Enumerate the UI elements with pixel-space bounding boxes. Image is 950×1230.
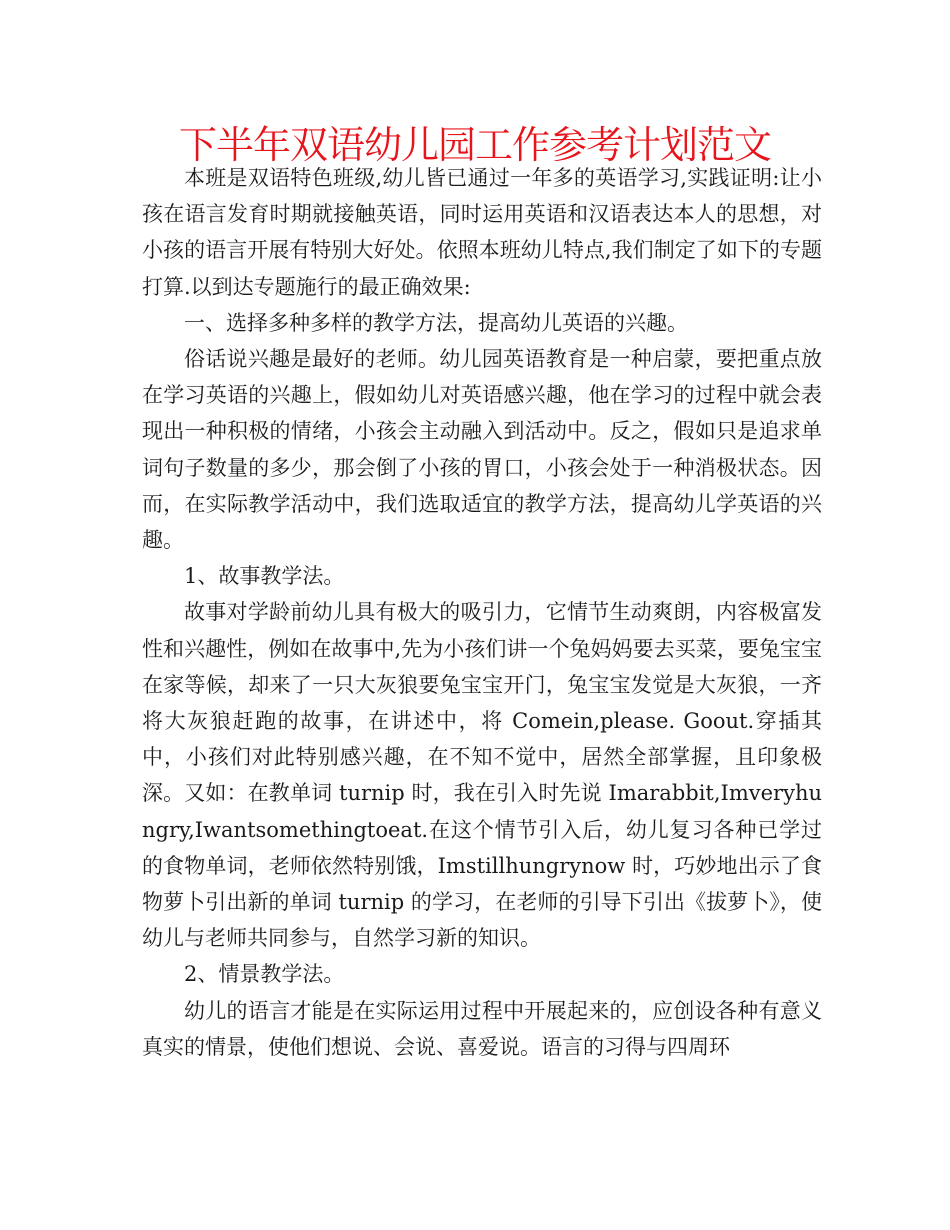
subheading-story-method: 1、故事教学法。 — [184, 564, 345, 589]
paragraph-story-method: 故事对学龄前幼儿具有极大的吸引力，它情节生动爽朗，内容极富发性和兴趣性，例如在故事中,先为小孩们讲一个兔妈妈要去买菜，要兔宝宝在家等候，却来了一只大灰狼要兔宝宝开门，兔宝宝发觉是大灰狼，一齐将大灰狼赶跑的故事，在讲述中，将 Comein,please. Goout.穿插其中，小孩们对此特别感兴趣，在不知不觉中，居然全部掌握，且印象极深。又如：在教单词 turnip 时，我在引入时先说 Imarabbit,Imveryhungry,Iwantsomethingtoeat.在这个情节引入后，幼儿复习各种已学过的食物单词，老师依然特别饿，Imstillhungrynow 时，巧妙地出示了食物萝卜引出新的单词 turnip 的学习，在老师的引导下引出《拔萝卜》，使幼儿与老师共同参与，自然学习新的知识。 — [142, 600, 822, 951]
paragraph-scenario-method: 幼儿的语言才能是在实际运用过程中开展起来的，应创设各种有意义真实的情景，使他们想说、会说、喜爱说。语言的习得与四周环 — [142, 998, 822, 1059]
document-body — [142, 160, 822, 1065]
paragraph-intro: 本班是双语特色班级,幼儿皆已通过一年多的英语学习,实践证明:让小孩在语言发育时期就接触英语，同时运用英语和汉语表达本人的思想，对小孩的语言开展有特别大好处。依照本班幼儿特点,我们制定了如下的专题打算.以到达专题施行的最正确效果: — [142, 166, 822, 299]
subheading-scenario-method: 2、情景教学法。 — [184, 962, 345, 987]
paragraph-interest: 俗话说兴趣是最好的老师。幼儿园英语教育是一种启蒙，要把重点放在学习英语的兴趣上，假如幼儿对英语感兴趣，他在学习的过程中就会表现出一种积极的情绪，小孩会主动融入到活动中。反之，假如只是追求单词句子数量的多少，那会倒了小孩的胃口，小孩会处于一种消极状态。因而，在实际教学活动中，我们选取适宜的教学方法，提高幼儿学英语的兴趣。 — [142, 347, 822, 553]
document-title: 下半年双语幼儿园工作参考计划范文 — [178, 123, 771, 167]
section-heading-1: 一、选择多种多样的教学方法，提高幼儿英语的兴趣。 — [184, 310, 688, 335]
